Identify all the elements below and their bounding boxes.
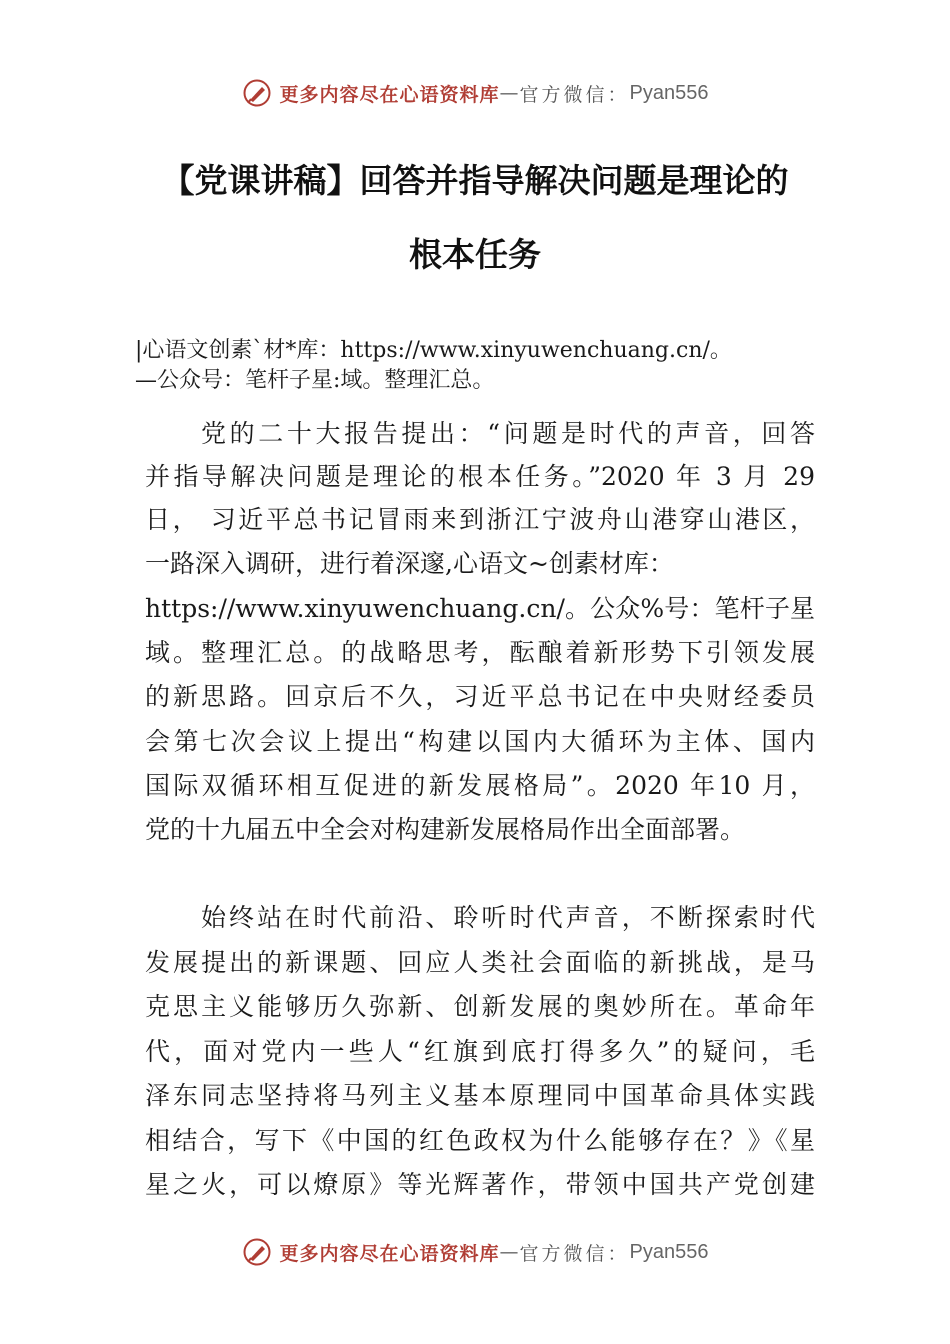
header-banner [0,73,950,113]
text-line: 一路深入调研，进行着深邃,心语文~创素材库： [145,549,674,578]
source-line-2: —公众号：笔杆子星:域。整理汇总。 [135,368,495,393]
banner-brand: 更多内容尽在心语资料库 [279,1242,500,1265]
text-line: 的新思路。回京后不久，习近平总书记在中央财经委员 [145,682,815,711]
text-line: 党的二十大报告提出：“问题是时代的声音，回答 [201,419,815,448]
banner-wechat-id: Pyan556 [629,81,709,104]
quill-logo-icon [242,78,272,108]
banner-wechat-label: 官方微信： [519,83,630,106]
banner-wechat-id: Pyan556 [629,1240,709,1263]
text-line: 国际双循环相互促进的新发展格局”。2020 年10 月， [145,771,815,800]
text-line: 始终站在时代前沿、聆听时代声音，不断探索时代 [201,903,815,932]
text-line: 泽东同志坚持将马列主义基本原理同中国革命具体实践 [145,1081,815,1110]
banner-brand: 更多内容尽在心语资料库 [279,83,500,106]
text-line: 日， 习近平总书记冒雨来到浙江宁波舟山港穿山港区， [145,505,815,534]
text-line: 克思主义能够历久弥新、创新发展的奥妙所在。革命年 [145,992,815,1021]
text-line: 党的十九届五中全会对构建新发展格局作出全面部署。 [145,815,746,844]
text-line: 相结合，写下《中国的红色政权为什么能够存在？》《星 [145,1126,815,1155]
text-line: 发展提出的新课题、回应人类社会面临的新挑战，是马 [145,948,815,977]
source-line-1: |心语文创素`材*库：https://www.xinyuwenchuang.cn/。 [135,338,732,363]
banner-wechat-label: 官方微信： [519,1242,630,1265]
banner-separator: — [499,82,520,104]
banner-separator: — [499,1241,520,1263]
page-title-line-2: 根本任务 [409,235,541,274]
text-line: 会第七次会议上提出“构建以国内大循环为主体、国内 [145,727,815,756]
text-line: 并指导解决问题是理论的根本任务。”2020 年 3 月 29 [145,462,815,491]
text-line: 域。整理汇总。的战略思考，酝酿着新形势下引领发展 [145,638,815,667]
quill-logo-icon [242,1237,272,1267]
text-line: 代，面对党内一些人“红旗到底打得多久”的疑问，毛 [145,1037,815,1066]
text-line: https://www.xinyuwenchuang.cn/。公众%号：笔杆子星 [145,594,815,623]
page-title-line-1: 【党课讲稿】回答并指导解决问题是理论的 [161,161,789,200]
text-line: 星之火，可以燎原》等光辉著作，带领中国共产党创建 [145,1170,815,1199]
footer-banner [0,1232,950,1272]
